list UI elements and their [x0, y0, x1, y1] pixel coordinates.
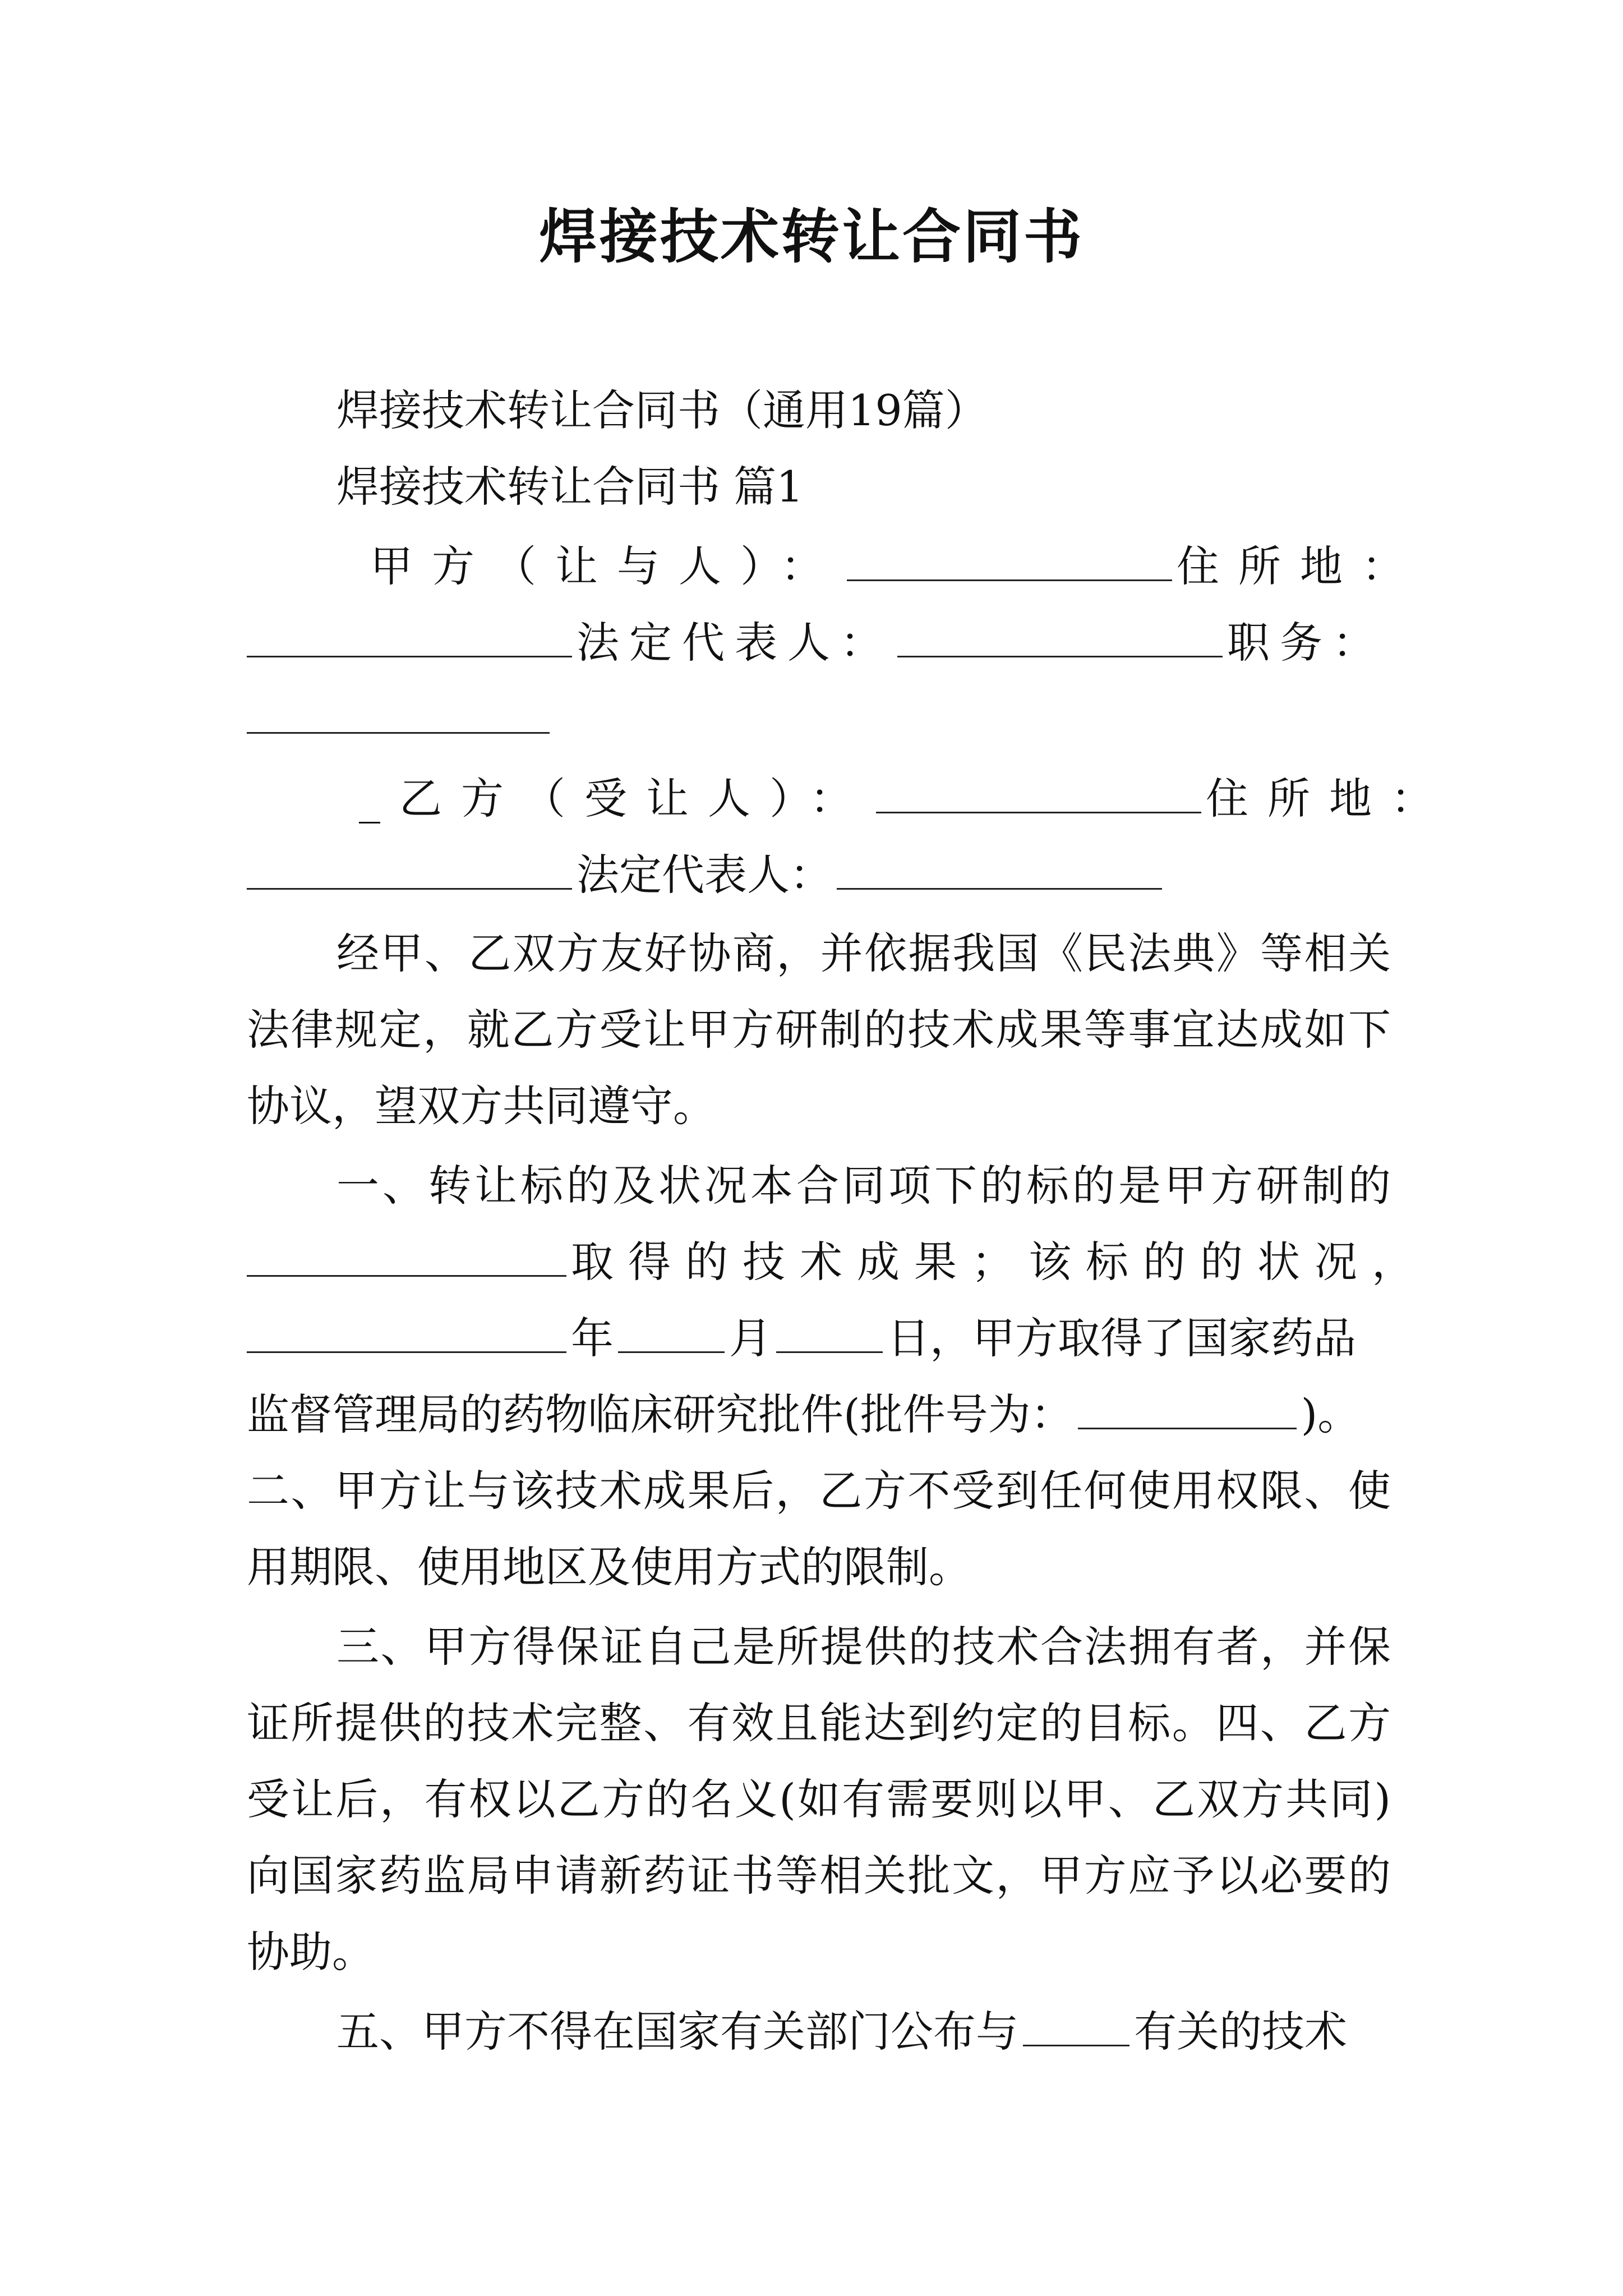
para3-line5: 协助。: [247, 1927, 375, 1977]
party-a-rep-label: 法定代表人：: [577, 618, 893, 668]
para4-line1: [336, 1994, 1391, 2070]
para2-line2-text: 取得的技术成果；该标的的状况，: [571, 1237, 1429, 1287]
party-b-rep-label: 法定代表人：: [577, 850, 832, 900]
para4-end: 有关的技术: [1134, 2007, 1347, 2056]
para2-line2: [247, 1224, 1429, 1300]
party-a-label: 甲方（让与人）：: [370, 541, 842, 591]
year-blank: [247, 1318, 566, 1353]
party-b-address-label: 住所地：: [1206, 774, 1453, 823]
party-b-rep-blank: [837, 854, 1162, 890]
para3-line2: 证所提供的技术完整、有效且能达到约定的目标。四、乙方: [247, 1698, 1391, 1748]
document-title: 焊接技术转让合同书: [538, 202, 1084, 271]
party-a-position-blank: [247, 698, 550, 734]
month-blank: [618, 1318, 725, 1353]
para4-blank: [1023, 2011, 1129, 2046]
para2-line3-rest: 日，甲方取得了国家药品: [887, 1313, 1356, 1363]
para3-line1: 三、甲方得保证自己是所提供的技术合法拥有者，并保: [336, 1622, 1391, 1672]
day-blank: [776, 1318, 883, 1353]
party-b-label: 乙方（受让人）：: [399, 774, 872, 823]
party-b-line: [359, 761, 1453, 837]
para2-line4-end: )。: [1301, 1389, 1361, 1439]
year-label: 年: [571, 1313, 614, 1363]
tech-name-blank: [247, 1241, 566, 1277]
party-b-prefix: _: [359, 774, 399, 823]
party-b-rep-line: [247, 837, 1391, 913]
party-a-position-label: 职务：: [1227, 618, 1385, 668]
section-heading: 焊接技术转让合同书 篇1: [336, 462, 804, 512]
para3-line3: 受让后，有权以乙方的名义(如有需要则以甲、乙双方共同): [247, 1774, 1391, 1824]
party-a-position-line: [247, 681, 1391, 757]
para2-line1: 一、转让标的及状况本合同项下的标的是甲方研制的: [336, 1161, 1391, 1211]
party-b-address-blank: [247, 854, 572, 890]
party-b-name-blank: [876, 778, 1201, 813]
para3-line4: 向国家药监局申请新药证书等相关批文，甲方应予以必要的: [247, 1851, 1391, 1901]
party-a-address-blank: [247, 622, 572, 657]
para1-line1: 经甲、乙双方友好协商，并依据我国《民法典》等相关: [336, 928, 1391, 978]
party-a-rep-line: [247, 605, 1391, 681]
para2-line4-text: 监督管理局的药物临床研究批件(批件号为：: [247, 1389, 1073, 1439]
para4-text: 五、甲方不得在国家有关部门公布与: [336, 2007, 1018, 2056]
para1-line3: 协议，望双方共同遵守。: [247, 1081, 716, 1131]
subtitle: 焊接技术转让合同书（通用19篇）: [336, 385, 988, 435]
party-a-rep-blank: [897, 622, 1223, 657]
month-label: 月: [729, 1313, 772, 1363]
party-a-name-blank: [847, 546, 1172, 581]
para2-line4: [247, 1377, 1391, 1453]
party-a-address-label: 住所地：: [1177, 541, 1423, 591]
para1-line2: 法律规定，就乙方受让甲方研制的技术成果等事宜达成如下: [247, 1005, 1391, 1055]
approval-number-blank: [1078, 1394, 1297, 1429]
para2-line3: [247, 1300, 1391, 1377]
para2-line6: 用期限、使用地区及使用方式的限制。: [247, 1542, 971, 1592]
para2-line5: 二、甲方让与该技术成果后，乙方不受到任何使用权限、使: [247, 1466, 1391, 1516]
party-a-line: [370, 528, 1423, 605]
